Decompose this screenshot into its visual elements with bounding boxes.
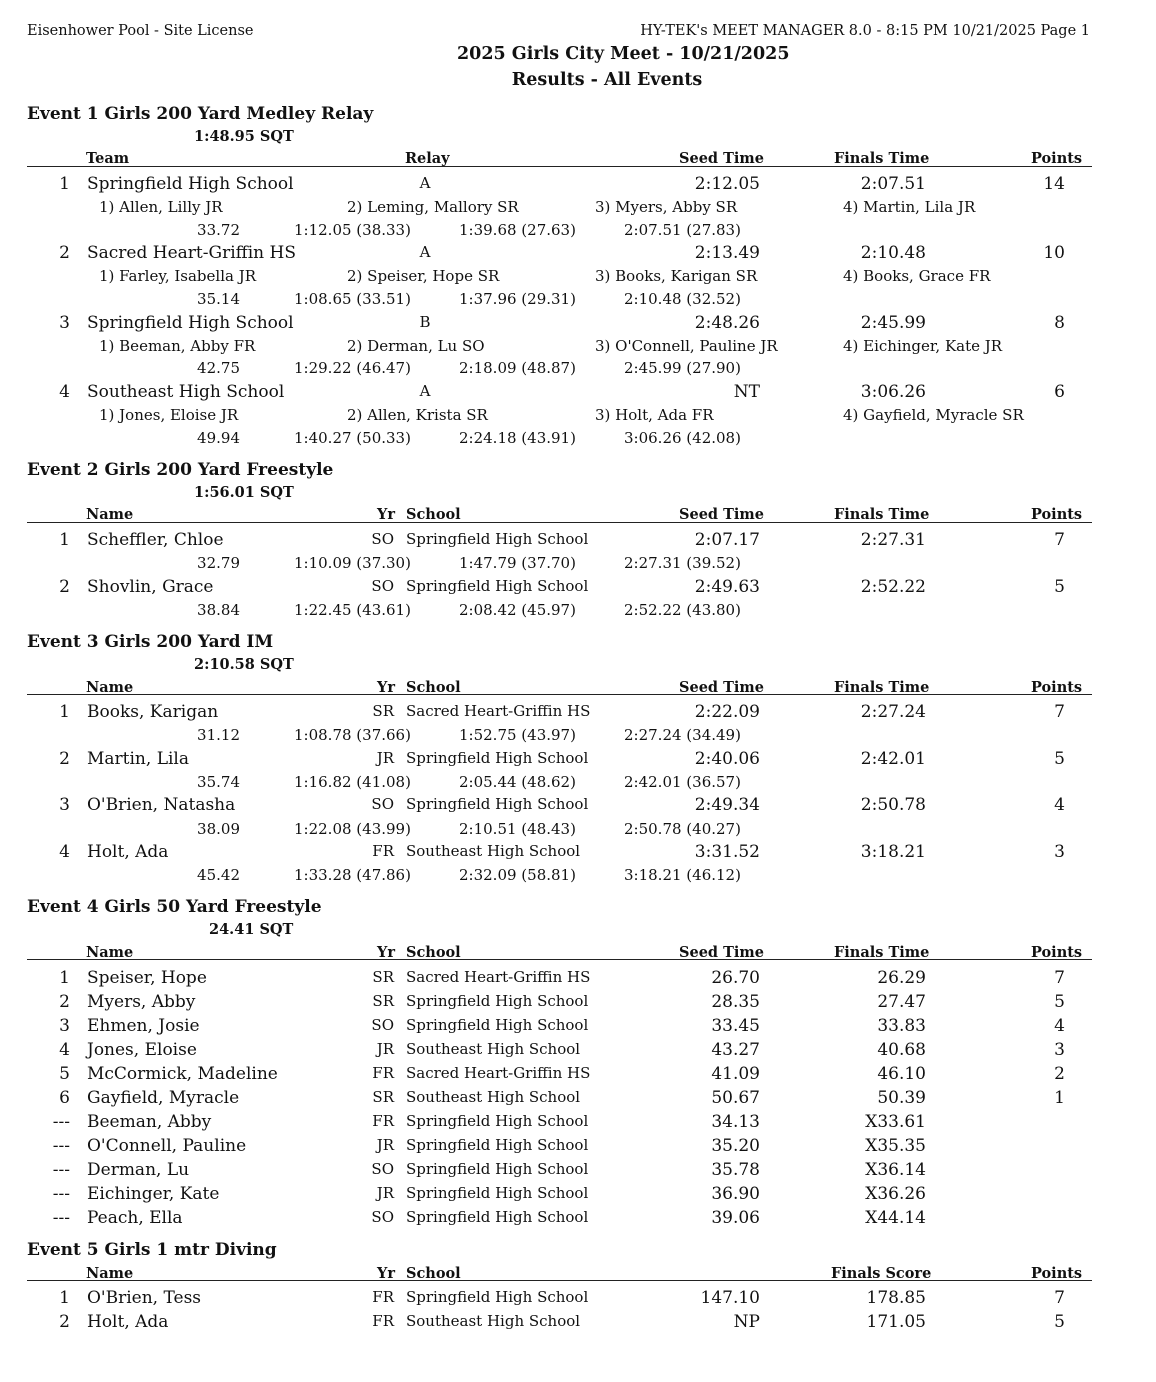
- split: 49.94: [197, 429, 240, 447]
- finals-time: 27.47: [877, 992, 926, 1012]
- swimmer: 1) Jones, Eloise JR: [99, 406, 239, 424]
- swimmer: 3) Books, Karigan SR: [595, 267, 758, 285]
- column-header-finals-score: Finals Score: [831, 1265, 932, 1282]
- column-header-seed: Seed Time: [679, 944, 764, 961]
- swimmer: 4) Gayfield, Myracle SR: [843, 406, 1024, 424]
- swimmer-name: Myers, Abby: [87, 992, 196, 1012]
- divider: [27, 522, 1092, 523]
- split: 2:08.42 (45.97): [459, 601, 576, 619]
- seed-time: 2:48.26: [694, 313, 760, 333]
- split: 1:47.79 (37.70): [459, 554, 576, 572]
- place: ---: [52, 1136, 70, 1156]
- relay-letter: B: [419, 313, 431, 331]
- event-record: 24.41 SQT: [209, 921, 294, 938]
- column-header-finals: Finals Time: [834, 150, 930, 167]
- points: 7: [1054, 702, 1065, 722]
- split: 3:06.26 (42.08): [624, 429, 741, 447]
- site-license: Eisenhower Pool - Site License: [27, 23, 254, 39]
- school: Sacred Heart-Griffin HS: [406, 1064, 591, 1082]
- column-header-points: Points: [1031, 679, 1083, 696]
- class-year: FR: [372, 1064, 394, 1082]
- split: 2:24.18 (43.91): [459, 429, 576, 447]
- split: 2:18.09 (48.87): [459, 359, 576, 377]
- points: 5: [1054, 577, 1065, 597]
- place: 4: [59, 1040, 70, 1060]
- split: 1:33.28 (47.86): [294, 866, 411, 884]
- swimmer: 2) Speiser, Hope SR: [347, 267, 500, 285]
- swimmer-name: Speiser, Hope: [87, 968, 207, 988]
- event-title: Event 2 Girls 200 Yard Freestyle: [27, 460, 334, 480]
- place: 2: [59, 243, 70, 263]
- split: 42.75: [197, 359, 240, 377]
- swimmer: 2) Leming, Mallory SR: [347, 198, 519, 216]
- swimmer-name: Books, Karigan: [87, 702, 219, 722]
- place: ---: [52, 1208, 70, 1228]
- class-year: JR: [376, 1136, 394, 1154]
- finals-time: 2:50.78: [860, 795, 926, 815]
- class-year: FR: [372, 1312, 394, 1330]
- split: 1:08.65 (33.51): [294, 290, 411, 308]
- place: 2: [59, 992, 70, 1012]
- points: 4: [1054, 1016, 1065, 1036]
- points: 14: [1043, 174, 1065, 194]
- swimmer-name: O'Brien, Natasha: [87, 795, 236, 815]
- points: 6: [1054, 382, 1065, 402]
- column-header-name: Name: [86, 506, 134, 523]
- seed-time: 28.35: [711, 992, 760, 1012]
- school: Springfield High School: [406, 749, 589, 767]
- split: 38.84: [197, 601, 240, 619]
- class-year: SO: [371, 530, 394, 548]
- school: Springfield High School: [406, 1160, 589, 1178]
- swimmer: 2) Allen, Krista SR: [347, 406, 488, 424]
- swimmer-name: Derman, Lu: [87, 1160, 190, 1180]
- team-name: Springfield High School: [87, 313, 294, 333]
- finals-time: 33.83: [877, 1016, 926, 1036]
- seed-time: 43.27: [711, 1040, 760, 1060]
- class-year: SO: [371, 1160, 394, 1178]
- swimmer: 3) Myers, Abby SR: [595, 198, 738, 216]
- class-year: SO: [371, 795, 394, 813]
- place: 4: [59, 382, 70, 402]
- finals-time: X36.26: [865, 1184, 926, 1204]
- team-name: Southeast High School: [87, 382, 285, 402]
- class-year: FR: [372, 1288, 394, 1306]
- column-header-seed: Seed Time: [679, 506, 764, 523]
- class-year: JR: [376, 749, 394, 767]
- split: 1:39.68 (27.63): [459, 221, 576, 239]
- school: Southeast High School: [406, 1312, 581, 1330]
- points: 3: [1054, 1040, 1065, 1060]
- column-header-points: Points: [1031, 1265, 1083, 1282]
- points: 4: [1054, 795, 1065, 815]
- school: Springfield High School: [406, 1136, 589, 1154]
- column-header-yr: Yr: [377, 944, 395, 961]
- seed-time: 2:22.09: [694, 702, 760, 722]
- class-year: FR: [372, 1112, 394, 1130]
- swimmer: 1) Farley, Isabella JR: [99, 267, 257, 285]
- points: 3: [1054, 842, 1065, 862]
- seed-score: NP: [733, 1312, 760, 1332]
- class-year: SO: [371, 1208, 394, 1226]
- seed-time: 50.67: [711, 1088, 760, 1108]
- place: 2: [59, 749, 70, 769]
- event-title: Event 5 Girls 1 mtr Diving: [27, 1240, 277, 1260]
- school: Sacred Heart-Griffin HS: [406, 702, 591, 720]
- swimmer: 3) O'Connell, Pauline JR: [595, 337, 778, 355]
- column-header-name: Name: [86, 1265, 134, 1282]
- split: 2:52.22 (43.80): [624, 601, 741, 619]
- place: 2: [59, 1312, 70, 1332]
- divider: [27, 959, 1092, 960]
- relay-letter: A: [419, 382, 431, 400]
- swimmer: 3) Holt, Ada FR: [595, 406, 714, 424]
- school: Southeast High School: [406, 1040, 581, 1058]
- school: Springfield High School: [406, 1208, 589, 1226]
- split: 1:22.45 (43.61): [294, 601, 411, 619]
- column-header-school: School: [406, 506, 461, 523]
- split: 45.42: [197, 866, 240, 884]
- class-year: JR: [376, 1184, 394, 1202]
- column-header-name: Name: [86, 944, 134, 961]
- diver-name: O'Brien, Tess: [87, 1288, 202, 1308]
- swimmer-name: Eichinger, Kate: [87, 1184, 220, 1204]
- seed-time: 35.20: [711, 1136, 760, 1156]
- place: 3: [59, 1016, 70, 1036]
- event-title: Event 4 Girls 50 Yard Freestyle: [27, 897, 322, 917]
- split: 35.14: [197, 290, 240, 308]
- place: 1: [59, 1288, 70, 1308]
- class-year: SR: [372, 968, 394, 986]
- split: 2:50.78 (40.27): [624, 820, 741, 838]
- school: Springfield High School: [406, 577, 589, 595]
- place: ---: [52, 1112, 70, 1132]
- swimmer: 4) Martin, Lila JR: [843, 198, 976, 216]
- page-subtitle: Results - All Events: [511, 70, 703, 90]
- seed-time: 39.06: [711, 1208, 760, 1228]
- points: 2: [1054, 1064, 1065, 1084]
- finals-time: 2:27.31: [860, 530, 926, 550]
- class-year: SO: [371, 577, 394, 595]
- class-year: SR: [372, 702, 394, 720]
- finals-time: 2:42.01: [860, 749, 926, 769]
- finals-time: X33.61: [865, 1112, 926, 1132]
- school: Sacred Heart-Griffin HS: [406, 968, 591, 986]
- split: 2:10.48 (32.52): [624, 290, 741, 308]
- swimmer-name: Scheffler, Chloe: [87, 530, 224, 550]
- place: ---: [52, 1184, 70, 1204]
- finals-time: 46.10: [877, 1064, 926, 1084]
- diver-name: Holt, Ada: [87, 1312, 169, 1332]
- finals-score: 178.85: [866, 1288, 926, 1308]
- split: 1:12.05 (38.33): [294, 221, 411, 239]
- finals-time: X35.35: [865, 1136, 926, 1156]
- column-header-yr: Yr: [377, 1265, 395, 1282]
- column-header-team: Team: [86, 150, 130, 167]
- finals-time: 3:18.21: [860, 842, 926, 862]
- swimmer-name: Ehmen, Josie: [87, 1016, 200, 1036]
- finals-time: 2:10.48: [860, 243, 926, 263]
- place: ---: [52, 1160, 70, 1180]
- school: Springfield High School: [406, 1288, 589, 1306]
- column-header-finals: Finals Time: [834, 679, 930, 696]
- seed-time: 41.09: [711, 1064, 760, 1084]
- swimmer-name: O'Connell, Pauline: [87, 1136, 247, 1156]
- split: 1:16.82 (41.08): [294, 773, 411, 791]
- swimmer-name: Martin, Lila: [87, 749, 189, 769]
- finals-time: 50.39: [877, 1088, 926, 1108]
- place: 2: [59, 577, 70, 597]
- split: 2:42.01 (36.57): [624, 773, 741, 791]
- finals-score: 171.05: [866, 1312, 926, 1332]
- seed-time: 2:13.49: [694, 243, 760, 263]
- split: 33.72: [197, 221, 240, 239]
- column-header-school: School: [406, 1265, 461, 1282]
- seed-time: 2:07.17: [694, 530, 760, 550]
- column-header-yr: Yr: [377, 506, 395, 523]
- points: 8: [1054, 313, 1065, 333]
- seed-time: 35.78: [711, 1160, 760, 1180]
- finals-time: X44.14: [865, 1208, 926, 1228]
- points: 5: [1054, 749, 1065, 769]
- points: 5: [1054, 1312, 1065, 1332]
- school: Springfield High School: [406, 1112, 589, 1130]
- column-header-points: Points: [1031, 150, 1083, 167]
- event-title: Event 3 Girls 200 Yard IM: [27, 632, 274, 652]
- points: 5: [1054, 992, 1065, 1012]
- divider: [27, 694, 1092, 695]
- finals-time: 2:45.99: [860, 313, 926, 333]
- swimmer-name: Peach, Ella: [87, 1208, 183, 1228]
- split: 1:10.09 (37.30): [294, 554, 411, 572]
- split: 1:29.22 (46.47): [294, 359, 411, 377]
- split: 1:52.75 (43.97): [459, 726, 576, 744]
- school: Southeast High School: [406, 842, 581, 860]
- split: 1:40.27 (50.33): [294, 429, 411, 447]
- school: Springfield High School: [406, 530, 589, 548]
- software-info: HY-TEK's MEET MANAGER 8.0 - 8:15 PM 10/21/2025 Page 1: [640, 23, 1090, 39]
- class-year: SO: [371, 1016, 394, 1034]
- swimmer: 1) Beeman, Abby FR: [99, 337, 256, 355]
- school: Springfield High School: [406, 992, 589, 1010]
- split: 2:27.31 (39.52): [624, 554, 741, 572]
- split: 1:08.78 (37.66): [294, 726, 411, 744]
- divider: [27, 1280, 1092, 1281]
- column-header-points: Points: [1031, 506, 1083, 523]
- swimmer-name: Beeman, Abby: [87, 1112, 212, 1132]
- split: 2:10.51 (48.43): [459, 820, 576, 838]
- split: 2:32.09 (58.81): [459, 866, 576, 884]
- place: 1: [59, 530, 70, 550]
- school: Southeast High School: [406, 1088, 581, 1106]
- seed-time: 2:49.34: [694, 795, 760, 815]
- place: 3: [59, 795, 70, 815]
- school: Springfield High School: [406, 1016, 589, 1034]
- seed-time: 2:40.06: [694, 749, 760, 769]
- finals-time: X36.14: [865, 1160, 926, 1180]
- finals-time: 2:07.51: [860, 174, 926, 194]
- column-header-school: School: [406, 679, 461, 696]
- swimmer-name: Gayfield, Myracle: [87, 1088, 240, 1108]
- place: 4: [59, 842, 70, 862]
- split: 1:22.08 (43.99): [294, 820, 411, 838]
- relay-letter: A: [419, 243, 431, 261]
- split: 31.12: [197, 726, 240, 744]
- swimmer-name: Jones, Eloise: [87, 1040, 197, 1060]
- split: 1:37.96 (29.31): [459, 290, 576, 308]
- seed-score: 147.10: [700, 1288, 760, 1308]
- swimmer: 2) Derman, Lu SO: [347, 337, 485, 355]
- team-name: Springfield High School: [87, 174, 294, 194]
- points: 7: [1054, 1288, 1065, 1308]
- finals-time: 2:27.24: [860, 702, 926, 722]
- class-year: SR: [372, 992, 394, 1010]
- swimmer-name: Shovlin, Grace: [87, 577, 214, 597]
- split: 35.74: [197, 773, 240, 791]
- class-year: JR: [376, 1040, 394, 1058]
- place: 5: [59, 1064, 70, 1084]
- finals-time: 40.68: [877, 1040, 926, 1060]
- column-header-finals: Finals Time: [834, 506, 930, 523]
- finals-time: 3:06.26: [860, 382, 926, 402]
- swimmer-name: Holt, Ada: [87, 842, 169, 862]
- swimmer: 4) Books, Grace FR: [843, 267, 991, 285]
- column-header-finals: Finals Time: [834, 944, 930, 961]
- seed-time: 2:12.05: [694, 174, 760, 194]
- place: 1: [59, 702, 70, 722]
- seed-time: 3:31.52: [694, 842, 760, 862]
- split: 38.09: [197, 820, 240, 838]
- divider: [27, 166, 1092, 167]
- split: 2:45.99 (27.90): [624, 359, 741, 377]
- column-header-seed: Seed Time: [679, 150, 764, 167]
- split: 3:18.21 (46.12): [624, 866, 741, 884]
- school: Springfield High School: [406, 795, 589, 813]
- points: 10: [1043, 243, 1065, 263]
- relay-letter: A: [419, 174, 431, 192]
- seed-time: 26.70: [711, 968, 760, 988]
- points: 7: [1054, 530, 1065, 550]
- split: 32.79: [197, 554, 240, 572]
- seed-time: 33.45: [711, 1016, 760, 1036]
- seed-time: NT: [733, 382, 760, 402]
- swimmer: 1) Allen, Lilly JR: [99, 198, 223, 216]
- column-header-yr: Yr: [377, 679, 395, 696]
- meet-title: 2025 Girls City Meet - 10/21/2025: [457, 44, 790, 64]
- finals-time: 2:52.22: [860, 577, 926, 597]
- event-record: 1:56.01 SQT: [194, 484, 294, 501]
- finals-time: 26.29: [877, 968, 926, 988]
- column-header-relay: Relay: [405, 150, 450, 167]
- split: 2:27.24 (34.49): [624, 726, 741, 744]
- split: 2:05.44 (48.62): [459, 773, 576, 791]
- place: 3: [59, 313, 70, 333]
- class-year: SR: [372, 1088, 394, 1106]
- column-header-seed: Seed Time: [679, 679, 764, 696]
- points: 7: [1054, 968, 1065, 988]
- event-title: Event 1 Girls 200 Yard Medley Relay: [27, 104, 374, 124]
- place: 1: [59, 174, 70, 194]
- place: 1: [59, 968, 70, 988]
- column-header-school: School: [406, 944, 461, 961]
- seed-time: 34.13: [711, 1112, 760, 1132]
- column-header-name: Name: [86, 679, 134, 696]
- school: Springfield High School: [406, 1184, 589, 1202]
- class-year: FR: [372, 842, 394, 860]
- column-header-points: Points: [1031, 944, 1083, 961]
- points: 1: [1054, 1088, 1065, 1108]
- event-record: 2:10.58 SQT: [194, 656, 294, 673]
- swimmer: 4) Eichinger, Kate JR: [843, 337, 1003, 355]
- split: 2:07.51 (27.83): [624, 221, 741, 239]
- event-record: 1:48.95 SQT: [194, 128, 294, 145]
- seed-time: 36.90: [711, 1184, 760, 1204]
- seed-time: 2:49.63: [694, 577, 760, 597]
- place: 6: [59, 1088, 70, 1108]
- swimmer-name: McCormick, Madeline: [87, 1064, 278, 1084]
- team-name: Sacred Heart-Griffin HS: [87, 243, 296, 263]
